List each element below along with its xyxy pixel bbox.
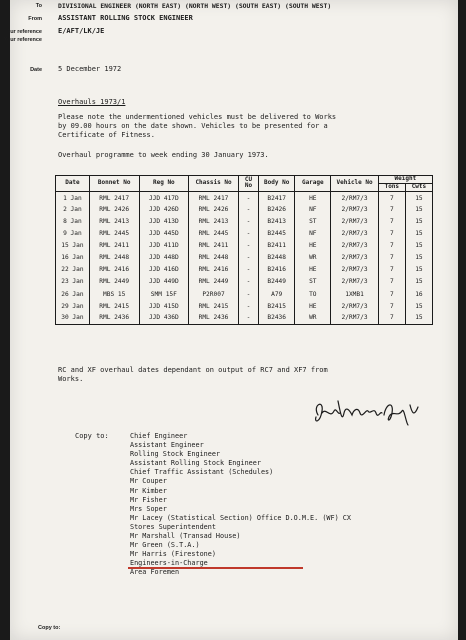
- cell-bonnet: RML 2413: [89, 215, 139, 227]
- cell-cwts: 15: [405, 264, 432, 276]
- copy-recipient: Chief Engineer: [130, 432, 188, 440]
- cell-cu: -: [238, 300, 258, 312]
- cell-chassis: RML 2417: [189, 191, 239, 203]
- cell-chassis: P2R007: [189, 288, 239, 300]
- cell-bonnet: RML 2448: [89, 252, 139, 264]
- cell-reg: JJD 417D: [139, 191, 189, 203]
- to-value: DIVISIONAL ENGINEER (NORTH EAST) (NORTH WEST) (SOUTH EAST) (SOUTH WEST): [58, 2, 332, 10]
- cell-cu: -: [238, 252, 258, 264]
- cell-vehicle: 2/RM7/3: [331, 240, 378, 252]
- table-row: [56, 264, 433, 276]
- cell-date: 29 Jan: [56, 300, 90, 312]
- copy-recipient: Stores Superintendent: [130, 522, 216, 531]
- cell-garage: NF: [295, 228, 331, 240]
- cell-garage: NF: [295, 203, 331, 215]
- cell-cwts: 15: [405, 191, 432, 203]
- th-cwts: Cwts: [405, 183, 432, 191]
- para1-line3: Certificate of Fitness.: [58, 131, 155, 139]
- cell-tons: 7: [378, 191, 405, 203]
- cell-chassis: RML 2449: [189, 276, 239, 288]
- cell-chassis: RML 2411: [189, 240, 239, 252]
- handwritten-signature: [310, 393, 430, 433]
- cell-garage: ST: [295, 215, 331, 227]
- cell-bonnet: RML 2416: [89, 264, 139, 276]
- note-line1: RC and XF overhaul dates dependant on output of RC7 and XF7 from: [58, 366, 328, 374]
- copy-recipient: Assistant Engineer: [130, 441, 204, 450]
- cell-reg: JJD 448D: [139, 252, 189, 264]
- cell-garage: WR: [295, 312, 331, 324]
- cell-cu: -: [238, 240, 258, 252]
- table-row: [56, 300, 433, 312]
- th-weight: Weight: [378, 176, 432, 184]
- cell-body: B2445: [259, 228, 295, 240]
- cell-cu: -: [238, 288, 258, 300]
- cell-cwts: 15: [405, 252, 432, 264]
- table-row: [56, 252, 433, 264]
- cell-body: B2449: [259, 276, 295, 288]
- copy-recipient: Mr Green (S.T.A.): [130, 541, 200, 550]
- table-row: [56, 240, 433, 252]
- para1-line2: by 09.00 hours on the date shown. Vehicles to be presented for a: [58, 122, 328, 130]
- memo-page: [3, 0, 458, 640]
- copy-recipient: Mr Marshall (Transad House): [130, 532, 241, 541]
- cell-garage: ST: [295, 276, 331, 288]
- cell-reg: JJD 426D: [139, 203, 189, 215]
- cell-cwts: 15: [405, 300, 432, 312]
- cell-garage: HE: [295, 191, 331, 203]
- cell-reg: JJD 449D: [139, 276, 189, 288]
- red-underline-mark: [128, 567, 303, 569]
- cell-body: B2436: [259, 312, 295, 324]
- cell-cwts: 15: [405, 228, 432, 240]
- cell-vehicle: 2/RM7/3: [331, 191, 378, 203]
- cell-reg: JJD 436D: [139, 312, 189, 324]
- copy-recipient: Mr Fisher: [130, 495, 167, 504]
- cell-reg: JJD 445D: [139, 228, 189, 240]
- th-garage: Garage: [295, 176, 331, 192]
- cell-cu: -: [238, 191, 258, 203]
- cell-body: B2426: [259, 203, 295, 215]
- cell-garage: HE: [295, 264, 331, 276]
- cell-cwts: 15: [405, 203, 432, 215]
- overhaul-table-body: [56, 191, 433, 324]
- cell-vehicle: 2/RM7/3: [331, 215, 378, 227]
- copy-recipient: Mr Couper: [130, 477, 167, 486]
- cell-cwts: 15: [405, 240, 432, 252]
- cell-tons: 7: [378, 240, 405, 252]
- th-bonnet: Bonnet No: [89, 176, 139, 192]
- copy-recipient: Assistant Rolling Stock Engineer: [130, 459, 261, 468]
- cell-date: 2 Jan: [56, 203, 90, 215]
- cell-garage: WR: [295, 252, 331, 264]
- cell-vehicle: 2/RM7/3: [331, 300, 378, 312]
- cell-body: B2448: [259, 252, 295, 264]
- th-vehicle: Vehicle No: [331, 176, 378, 192]
- th-body: Body No: [259, 176, 295, 192]
- th-reg: Reg No: [139, 176, 189, 192]
- cell-garage: HE: [295, 240, 331, 252]
- cell-cwts: 15: [405, 276, 432, 288]
- cell-date: 26 Jan: [56, 288, 90, 300]
- cell-tons: 7: [378, 312, 405, 324]
- copy-recipient: Mr Lacey (Statistical Section) Office D.O.M.E. (WF) CX: [130, 513, 351, 522]
- cell-body: B2417: [259, 191, 295, 203]
- cell-date: 8 Jan: [56, 215, 90, 227]
- para1-line1: Please note the undermentioned vehicles must be delivered to Works: [58, 113, 337, 121]
- cell-vehicle: 2/RM7/3: [331, 203, 378, 215]
- th-tons: Tons: [378, 183, 405, 191]
- cell-date: 1 Jan: [56, 191, 90, 203]
- cell-bonnet: RML 2445: [89, 228, 139, 240]
- to-label: To: [35, 3, 42, 9]
- cell-cu: -: [238, 215, 258, 227]
- cell-bonnet: MBS 15: [89, 288, 139, 300]
- cell-vehicle: 2/RM7/3: [331, 252, 378, 264]
- copy-recipient: Area Foremen: [130, 568, 180, 577]
- cell-tons: 7: [378, 228, 405, 240]
- cell-reg: JJD 415D: [139, 300, 189, 312]
- cell-cu: -: [238, 312, 258, 324]
- copy-recipient: Mrs Soper: [130, 504, 167, 513]
- cell-cwts: 15: [405, 215, 432, 227]
- cell-vehicle: 2/RM7/3: [331, 264, 378, 276]
- cell-date: 15 Jan: [56, 240, 90, 252]
- th-cu: CU No: [238, 176, 258, 192]
- overhaul-table: [55, 175, 433, 325]
- th-chassis: Chassis No: [189, 176, 239, 192]
- table-row: [56, 215, 433, 227]
- cell-reg: SMM 15F: [139, 288, 189, 300]
- cell-body: B2416: [259, 264, 295, 276]
- cell-bonnet: RML 2436: [89, 312, 139, 324]
- footer-copy-to-label: Copy to:: [38, 625, 61, 631]
- cell-tons: 7: [378, 264, 405, 276]
- cell-date: 22 Jan: [56, 264, 90, 276]
- cell-tons: 7: [378, 215, 405, 227]
- table-row: [56, 288, 433, 300]
- your-reference-label: Your reference: [3, 37, 42, 43]
- table-row: [56, 228, 433, 240]
- our-reference-label: Our reference: [5, 29, 42, 35]
- table-row: [56, 276, 433, 288]
- table-row: [56, 312, 433, 324]
- from-label: From: [28, 16, 42, 22]
- cell-reg: JJD 416D: [139, 264, 189, 276]
- cell-tons: 7: [378, 300, 405, 312]
- cell-tons: 7: [378, 276, 405, 288]
- note-line2: Works.: [58, 375, 84, 383]
- para2: Overhaul programme to week ending 30 January 1973.: [58, 151, 269, 159]
- cell-cwts: 15: [405, 312, 432, 324]
- copy-recipient: Mr Kimber: [130, 486, 167, 495]
- cell-vehicle: 1XMB1: [331, 288, 378, 300]
- cell-vehicle: 2/RM7/3: [331, 312, 378, 324]
- cell-bonnet: RML 2449: [89, 276, 139, 288]
- copy-to-label: Copy to:: [75, 432, 109, 440]
- table-row: [56, 203, 433, 215]
- cell-cu: -: [238, 276, 258, 288]
- from-value: ASSISTANT ROLLING STOCK ENGINEER: [58, 14, 193, 22]
- our-reference-value: E/AFT/LK/JE: [58, 27, 105, 35]
- cell-reg: JJD 411D: [139, 240, 189, 252]
- cell-bonnet: RML 2411: [89, 240, 139, 252]
- cell-body: A79: [259, 288, 295, 300]
- copy-recipient: Rolling Stock Engineer: [130, 450, 221, 459]
- cell-reg: JJD 413D: [139, 215, 189, 227]
- cell-vehicle: 2/RM7/3: [331, 228, 378, 240]
- cell-tons: 7: [378, 252, 405, 264]
- cell-bonnet: RML 2426: [89, 203, 139, 215]
- memo-title: Overhauls 1973/1: [58, 98, 126, 106]
- cell-chassis: RML 2413: [189, 215, 239, 227]
- th-date: Date: [56, 176, 90, 192]
- cell-date: 30 Jan: [56, 312, 90, 324]
- cell-chassis: RML 2448: [189, 252, 239, 264]
- cell-cu: -: [238, 228, 258, 240]
- cell-bonnet: RML 2417: [89, 191, 139, 203]
- cell-date: 16 Jan: [56, 252, 90, 264]
- cell-garage: TO: [295, 288, 331, 300]
- cell-body: B2415: [259, 300, 295, 312]
- cell-cwts: 16: [405, 288, 432, 300]
- cell-chassis: RML 2445: [189, 228, 239, 240]
- cell-cu: -: [238, 203, 258, 215]
- date-value: 5 December 1972: [58, 65, 122, 73]
- cell-body: B2411: [259, 240, 295, 252]
- copy-recipient-list: [130, 432, 351, 578]
- cell-date: 23 Jan: [56, 276, 90, 288]
- cell-bonnet: RML 2415: [89, 300, 139, 312]
- copy-recipient: Engineers-in-Charge: [130, 559, 208, 568]
- cell-body: B2413: [259, 215, 295, 227]
- cell-tons: 7: [378, 203, 405, 215]
- table-row: [56, 191, 433, 203]
- cell-chassis: RML 2416: [189, 264, 239, 276]
- cell-chassis: RML 2436: [189, 312, 239, 324]
- copy-recipient: Mr Harris (Firestone): [130, 550, 216, 559]
- cell-vehicle: 2/RM7/3: [331, 276, 378, 288]
- cell-tons: 7: [378, 288, 405, 300]
- cell-date: 9 Jan: [56, 228, 90, 240]
- copy-recipient: Chief Traffic Assistant (Schedules): [130, 468, 274, 477]
- date-label: Date: [30, 67, 42, 73]
- cell-chassis: RML 2415: [189, 300, 239, 312]
- cell-chassis: RML 2426: [189, 203, 239, 215]
- cell-garage: HE: [295, 300, 331, 312]
- cell-cu: -: [238, 264, 258, 276]
